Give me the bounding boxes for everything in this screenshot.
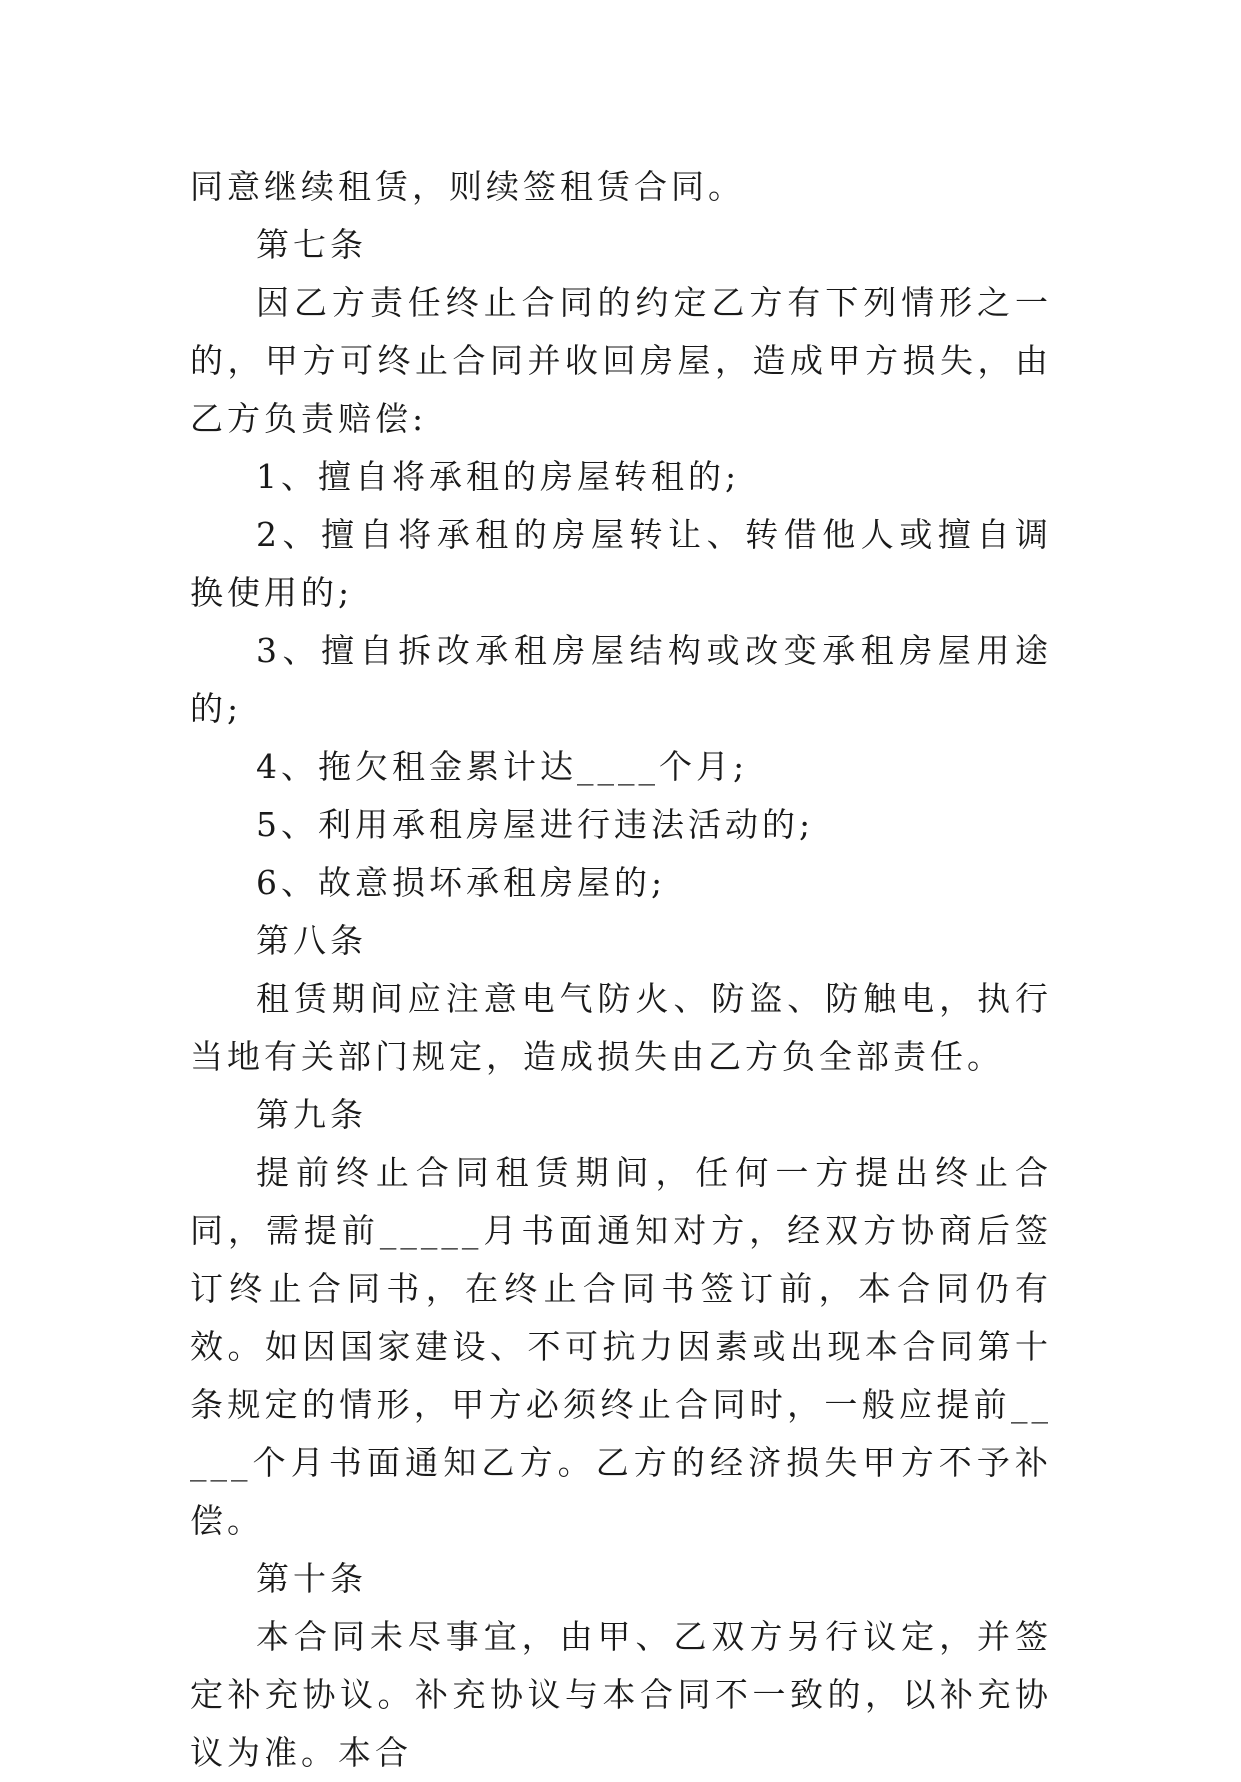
article-heading-10: 第十条	[256, 1559, 367, 1598]
paragraph-article-10: 本合同未尽事宜，由甲、乙双方另行议定，并签定补充协议。补充协议与本合同不一致的，以补充协议为准。本合	[190, 1617, 1052, 1772]
list-item-5: 5、利用承租房屋进行违法活动的;	[256, 805, 815, 844]
article-heading-8: 第八条	[256, 921, 367, 960]
list-item-3: 3、擅自拆改承租房屋结构或改变承租房屋用途的;	[190, 631, 1052, 728]
list-item-6: 6、故意损坏承租房屋的;	[256, 863, 667, 902]
paragraph-article-8: 租赁期间应注意电气防火、防盗、防触电，执行当地有关部门规定，造成损失由乙方负全部责任。	[190, 979, 1052, 1076]
list-item-2: 2、擅自将承租的房屋转让、转借他人或擅自调换使用的;	[190, 515, 1052, 612]
article-heading-7: 第七条	[256, 225, 367, 264]
paragraph-continuation: 同意继续租赁，则续签租赁合同。	[190, 167, 745, 206]
paragraph-article-7-intro: 因乙方责任终止合同的约定乙方有下列情形之一的，甲方可终止合同并收回房屋，造成甲方损失，由乙方负责赔偿:	[190, 283, 1052, 438]
article-heading-9: 第九条	[256, 1095, 367, 1134]
document-page	[190, 158, 1052, 1782]
list-item-4: 4、拖欠租金累计达____个月;	[256, 747, 749, 786]
list-item-1: 1、擅自将承租的房屋转租的;	[256, 457, 741, 496]
paragraph-article-9: 提前终止合同租赁期间，任何一方提出终止合同，需提前_____月书面通知对方，经双方协商后签订终止合同书，在终止合同书签订前，本合同仍有效。如因国家建设、不可抗力因素或出现本合同第十条规定的情形，甲方必须终止合同时，一般应提前_____个月书面通知乙方。乙方的经济损失甲方不予补偿。	[190, 1153, 1052, 1540]
